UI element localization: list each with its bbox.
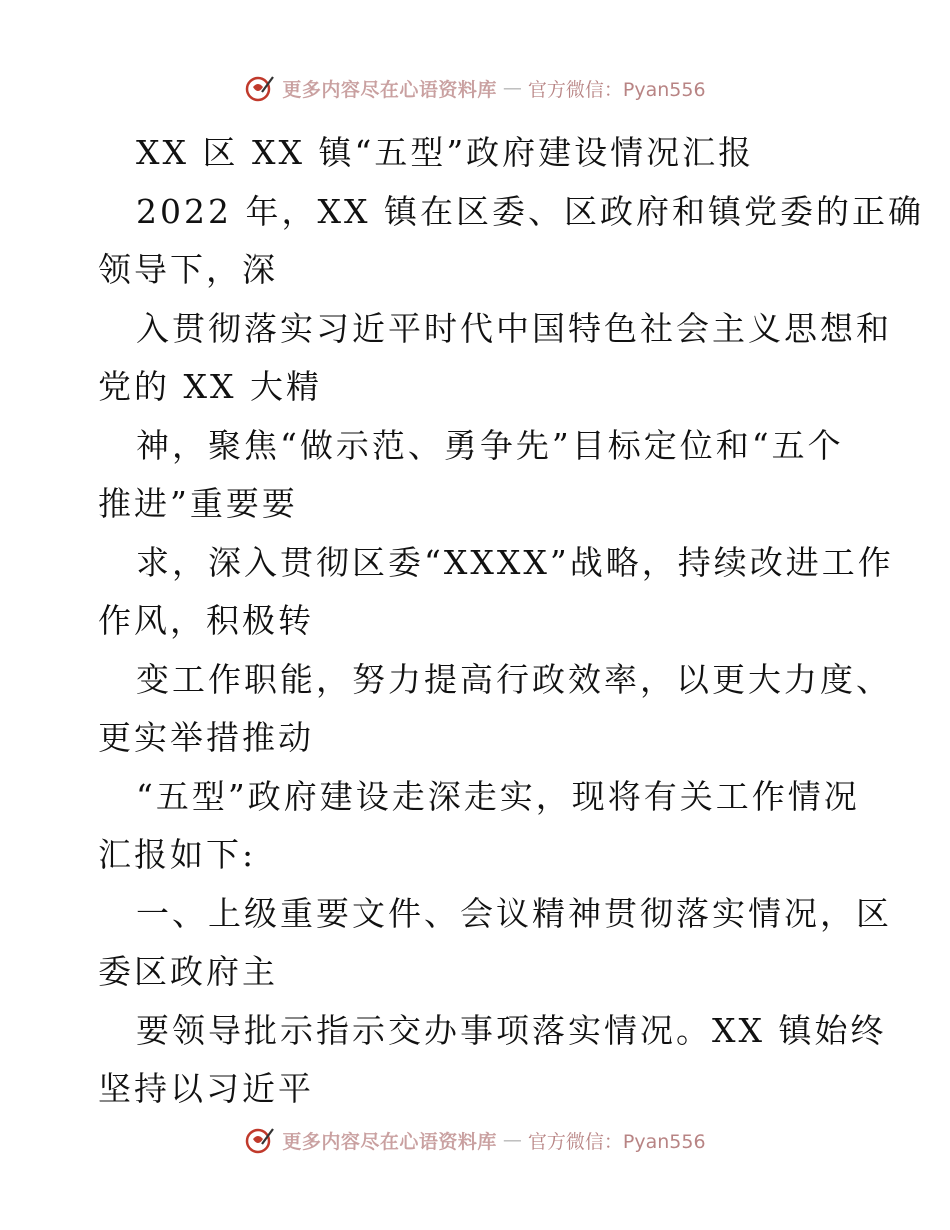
watermark-separator: — [502, 1129, 522, 1151]
paragraph-line: 党的 XX 大精 [98, 367, 322, 406]
watermark-site-text: 更多内容尽在心语资料库 [282, 1130, 497, 1153]
heart-pen-logo-icon [244, 72, 276, 104]
paragraph-line: “五型”政府建设走深走实，现将有关工作情况 [136, 776, 860, 816]
heart-pen-logo-icon [244, 1124, 276, 1156]
paragraph-line: 领导下，深 [98, 250, 278, 289]
watermark-site-text: 更多内容尽在心语资料库 [282, 78, 497, 101]
document-body [98, 124, 924, 1119]
document-title: XX 区 XX 镇“五型”政府建设情况汇报 [136, 133, 755, 172]
paragraph-line: 汇报如下: [98, 835, 257, 874]
paragraph-line: 入贯彻落实习近平时代中国特色社会主义思想和 [136, 308, 892, 348]
paragraph-line: 2022 年，XX 镇在区委、区政府和镇党委的正确 [136, 191, 924, 231]
watermark-footer [0, 1124, 950, 1156]
watermark-contact-text: 官方微信：Pyan556 [527, 78, 706, 101]
paragraph-line: 更实举措推动 [98, 718, 314, 757]
watermark-separator: — [502, 77, 522, 99]
paragraph-line: 坚持以习近平 [98, 1069, 314, 1108]
paragraph-line: 委区政府主 [98, 952, 278, 991]
section-heading-line: 一、上级重要文件、会议精神贯彻落实情况，区 [136, 893, 892, 933]
watermark-contact-text: 官方微信：Pyan556 [527, 1130, 706, 1153]
paragraph-line: 神，聚焦“做示范、勇争先”目标定位和“五个 [136, 425, 844, 465]
paragraph-line: 推进”重要要 [98, 484, 298, 523]
paragraph-line: 求，深入贯彻区委“XXXX”战略，持续改进工作 [136, 542, 894, 582]
paragraph-line: 要领导批示指示交办事项落实情况。XX 镇始终 [136, 1010, 887, 1050]
paragraph-line: 作风，积极转 [98, 601, 314, 640]
paragraph-line: 变工作职能，努力提高行政效率，以更大力度、 [136, 659, 892, 699]
watermark-header [0, 72, 950, 104]
